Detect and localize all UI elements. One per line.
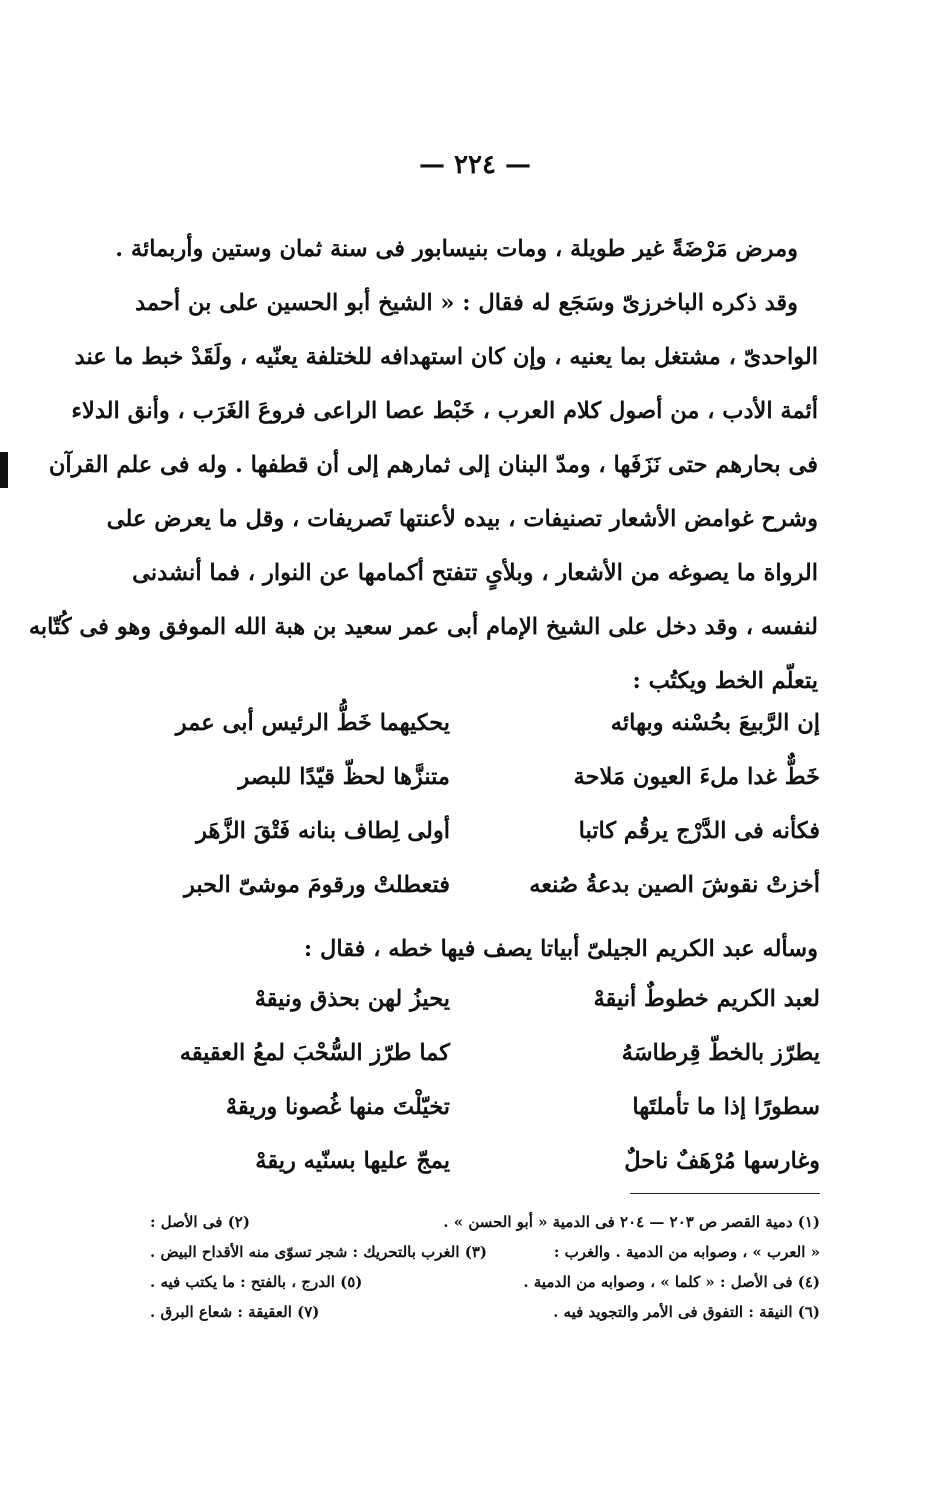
footnote: « العرب » ، وصوابه من الدمية . والغرب : (553, 1243, 820, 1261)
verse-line (150, 972, 820, 1026)
verse-second-hemistich: تخيّلْتَ منها غُصونا وريقهْ (225, 1094, 450, 1120)
verse-line (150, 750, 820, 804)
scan-edge-mark (0, 452, 8, 488)
verse-second-hemistich: يحيزُ لهن بحذق ونيقهْ (254, 986, 450, 1012)
prose-line: أئمة الأدب ، من أصول كلام العرب ، خَبْط عصا الراعى فروعَ الغَرَب ، وأنق الدلاء (71, 398, 818, 424)
footnote-line (150, 1267, 820, 1297)
footnote: (١) دمية القصر ص ٢٠٣ — ٢٠٤ فى الدمية « أبو الحسن » . (443, 1213, 820, 1231)
footnote: (٤) فى الأصل : « كلما » ، وصوابه من الدمية . (523, 1273, 820, 1291)
footnote-line (150, 1297, 820, 1327)
footnote: (٦) النيقة : التفوق فى الأمر والتجويد فيه . (553, 1303, 820, 1321)
verse-second-hemistich: أولى لِطاف بنانه فَتْقَ الزَّهَر (196, 818, 450, 844)
verse-first-hemistich: خَطٌّ غدا ملءَ العيون مَلاحة (573, 764, 820, 790)
verse-second-hemistich: فتعطلتْ ورقومَ موشىّ الحبر (183, 872, 450, 898)
verse-second-hemistich: يحكيهما خَطُّ الرئيس أبى عمر (175, 710, 450, 736)
prose-line: الواحدىّ ، مشتغل بما يعنيه ، وإن كان استهدافه للختلفة يعنّيه ، ولَقَدْ خبط ما عند (74, 344, 818, 370)
footnote: (٧) العقيقة : شعاع البرق . (150, 1303, 320, 1321)
verse-first-hemistich: يطرّز بالخطّ قِرطاسَهُ (621, 1040, 820, 1066)
poem-intro: وسأله عبد الكريم الجيلىّ أبياتا يصف فيها خطه ، فقال : (303, 936, 818, 962)
poem-first (150, 696, 820, 912)
verse-line (150, 1080, 820, 1134)
poem-second (150, 972, 820, 1188)
prose-line: لنفسه ، وقد دخل على الشيخ الإمام أبى عمر سعيد بن هبة الله الموفق وهو فى كُتّابه (28, 614, 818, 640)
prose-paragraph (28, 222, 818, 708)
verse-second-hemistich: يمجّ عليها بسنّيه ريقهْ (255, 1148, 450, 1174)
verse-line (150, 858, 820, 912)
verse-first-hemistich: سطورًا إذا ما تأملتَها (632, 1094, 820, 1120)
verse-first-hemistich: فكأنه فى الدَّرْج يرقُم كاتبا (578, 818, 820, 844)
verse-second-hemistich: كما طرّز السُّحْبَ لمعُ العقيقه (179, 1040, 450, 1066)
verse-line (150, 1026, 820, 1080)
prose-line: يتعلّم الخط ويكتُب : (632, 668, 818, 694)
footnotes (150, 1207, 820, 1327)
footnote: (٢) فى الأصل : (150, 1213, 250, 1231)
verse-first-hemistich: وغارسها مُرْهَفٌ ناحلٌ (624, 1148, 820, 1174)
verse-line (150, 1134, 820, 1188)
verse-line (150, 804, 820, 858)
footnote: (٥) الدرج ، بالفتح : ما يكتب فيه . (150, 1273, 363, 1291)
verse-second-hemistich: متنزَّها لحظّ قيّدًا للبصر (238, 764, 450, 790)
verse-first-hemistich: أخزتْ نقوشَ الصين بدعةُ صُنعه (529, 872, 820, 898)
page-number: — ٢٢٤ — (418, 150, 532, 180)
prose-line: وقد ذكره الباخرزىّ وسَجَع له فقال : « الشيخ أبو الحسين على بن أحمد (135, 290, 798, 316)
prose-line: وشرح غوامض الأشعار تصنيفات ، بيده لأعنتها تَصريفات ، وقل ما يعرض على (106, 506, 818, 532)
prose-line: فى بحارهم حتى نَزَفَها ، ومدّ البنان إلى ثمارهم إلى أن قطفها . وله فى علم القرآن (48, 452, 818, 478)
footnote-line (150, 1207, 820, 1237)
footnote-line (150, 1237, 820, 1267)
prose-line: الرواة ما يصوغه من الأشعار ، وبلأىٍ تتفتح أكمامها عن النوار ، فما أنشدنى (132, 560, 818, 586)
footnote: (٣) الغرب بالتحريك : شجر تسوّى منه الأقداح البيض . (150, 1243, 487, 1261)
verse-first-hemistich: إن الرَّبيعَ بحُسْنه وبهائه (610, 710, 820, 736)
prose-line: ومرض مَرْضَةً غير طويلة ، ومات بنيسابور فى سنة ثمان وستين وأربمائة . (115, 236, 798, 262)
verse-line (150, 696, 820, 750)
verse-first-hemistich: لعبد الكريم خطوطٌ أنيقهْ (593, 986, 820, 1012)
footnote-separator (630, 1193, 820, 1194)
